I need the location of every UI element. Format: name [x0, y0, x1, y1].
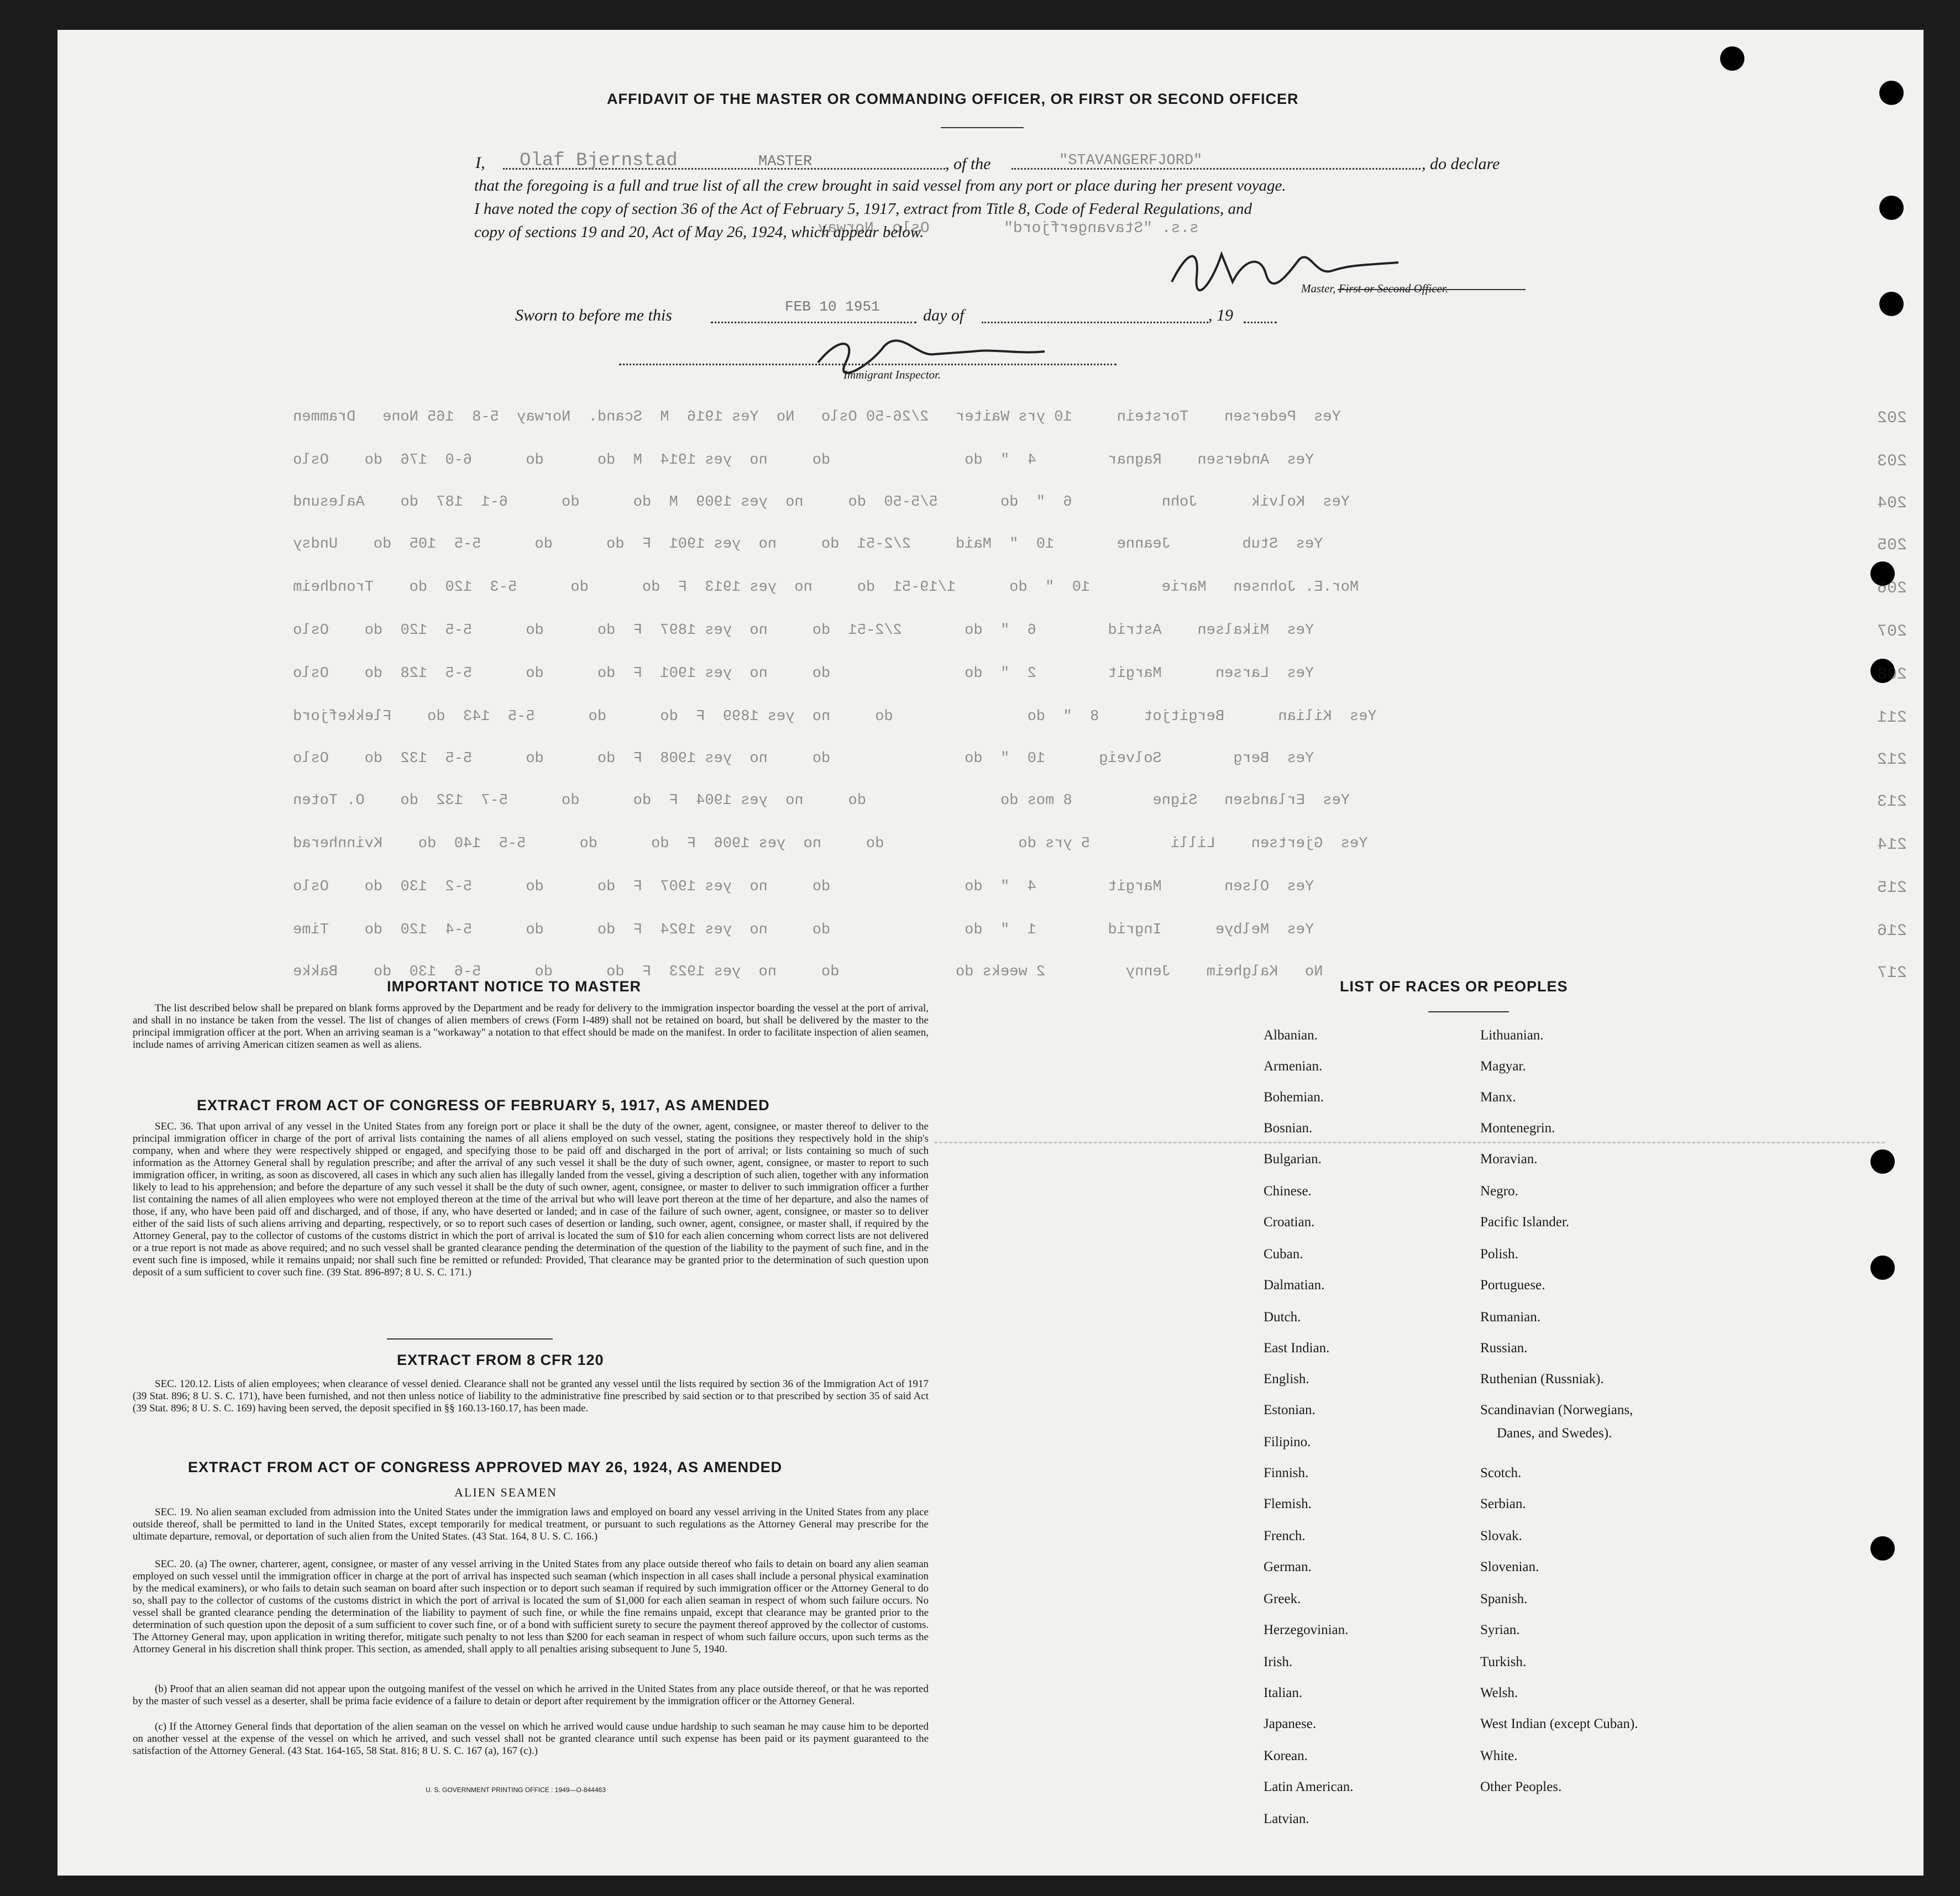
punch-hole: [1720, 46, 1744, 71]
extract3-sec19: SEC. 19. No alien seaman excluded from admission into the United States under the immigration laws and employed on board any vessel arriving in the United States from any place outside thereof, shall be permitted to land in the United States, except temporarily for medical treatment, or pursuant to such regulations as the Attorney General may prescribe for the ultimate departure, removal, or deportation of such alien from the United States. (43 Stat. 164, 8 U. S. C. 166.): [133, 1506, 929, 1542]
race-item: Russian.: [1480, 1341, 1528, 1356]
race-item: Ruthenian (Russniak).: [1480, 1372, 1604, 1386]
vessel-stamp-bleed: s.s. "Stavangerfjord" Oslo, Norway: [818, 220, 1199, 237]
race-item: Finnish.: [1264, 1466, 1309, 1480]
race-item: White.: [1480, 1748, 1518, 1763]
bleed-row: Yes Larsen Margit 2 " do do no yes 1901 F do do 5-5 128 do Oslo: [293, 665, 1314, 682]
race-item: Slovak.: [1480, 1529, 1522, 1543]
race-item: Negro.: [1480, 1184, 1518, 1199]
bleed-row-number: 203: [1877, 452, 1907, 471]
race-item: Polish.: [1480, 1247, 1518, 1262]
bleed-row: Yes Kolvik John 6 " do 5/5-50 do no yes 1909 M do do 6-1 187 do Aalesund: [293, 494, 1350, 511]
bleed-row: Yes Erlandsen Signe 8 mos do do no yes 1904 F do do 5-7 132 do O. Toten: [293, 792, 1350, 809]
bleed-row: Yes Pedersen Torstein 10 yrs Waiter 2/26-50 Oslo No Yes 1916 M Scand. Norway 5-8 165 None Drammen: [293, 409, 1341, 426]
race-item: Filipino.: [1264, 1435, 1311, 1449]
bleed-row-number: 206: [1877, 579, 1907, 598]
race-item: Syrian.: [1480, 1622, 1520, 1637]
bleed-row: Yes Berg Solveig 10 " do do no yes 1908 F do do 5-5 132 do Oslo: [293, 750, 1314, 767]
race-item: German.: [1264, 1559, 1312, 1574]
bleed-row-number: 214: [1877, 836, 1907, 854]
sworn-date-stamp: FEB 10 1951: [785, 298, 880, 315]
bleed-row-number: 217: [1877, 964, 1907, 983]
title-rule: [941, 127, 1024, 128]
races-title: LIST OF RACES OR PEOPLES: [1340, 978, 1568, 995]
day-of-text: day of: [923, 306, 965, 324]
extract3-sec20a: SEC. 20. (a) The owner, charterer, agent, consignee, or master of any vessel arriving in the United States from any place outside thereof who fails to detain on board any alien seaman employed on such vessel until the immigration officer in charge at the port of arrival has inspected such seaman (which inspection in all cases shall include a personal physical examination by the medical examiners), or who fails to detain such seaman on board after such inspection or to deport such seaman if required by such immigration officer or the Attorney General to do so, shall pay to the collector of customs of the customs district in which the port of arrival is located the sum of $1,000 for each alien seaman in respect of whom such failure occurs. No vessel shall be granted clearance pending the determination of the liability to payment of such fine, or while the fine remains unpaid, except that clearance may be granted prior to the determination of such question upon the deposit of a sum sufficient to cover such fine, or of a bond with sufficient surety to secure the payment thereof approved by the collector of customs. The Attorney General may, upon application in writing therefor, mitigate such penalty to not less than $200 for each seaman in respect of whom such failure occurs, upon such terms as the Attorney General in his discretion shall think proper. This section, as amended, shall apply to all penalties arising subsequent to June 5, 1940.: [133, 1558, 929, 1655]
races-rule: [1428, 1011, 1509, 1012]
bleed-row-number: 213: [1877, 792, 1907, 811]
declaration-line2: that the foregoing is a full and true list of all the crew brought in said vessel from any port or place during her present voyage.: [474, 177, 1286, 195]
page-title: AFFIDAVIT OF THE MASTER OR COMMANDING OFFICER, OR FIRST OR SECOND OFFICER: [607, 91, 1299, 107]
master-signature-label: Master, First or Second Officer.: [1301, 282, 1448, 295]
bleed-row: Yes Andersen Ragnar 4 " do do no yes 1914 M do do 6-0 176 do Oslo: [293, 452, 1314, 469]
extract3-subtitle: ALIEN SEAMEN: [454, 1485, 557, 1499]
race-item: Italian.: [1264, 1685, 1303, 1700]
notice-title: IMPORTANT NOTICE TO MASTER: [387, 978, 641, 995]
master-name-value: Olaf Bjernstad: [520, 150, 678, 171]
punch-hole: [1879, 81, 1904, 105]
rank-value: MASTER: [758, 154, 813, 170]
race-item: Irish.: [1264, 1655, 1293, 1669]
extract3-sec20b: (b) Proof that an alien seaman did not appear upon the outgoing manifest of the vessel on which he arrived in the United States from any place outside thereof, or that he was reported by the master of such vessel as a deserter, shall be prima facie evidence of a failure to detain or deport after requirement by the immigration officer or the Attorney General.: [133, 1683, 929, 1707]
declaration-prefix: I,: [475, 154, 485, 172]
race-item: Dutch.: [1264, 1310, 1301, 1325]
race-item: Other Peoples.: [1480, 1779, 1562, 1794]
race-item: Pacific Islander.: [1480, 1215, 1570, 1230]
bleed-row: Mor.E. Johnsen Marie 10 " do 1/19-51 do no yes 1913 F do do 5-3 120 do Trondheim: [293, 579, 1359, 596]
year-field-line: [1244, 322, 1277, 323]
bleed-row-number: 212: [1877, 750, 1907, 769]
punch-hole: [1870, 1536, 1895, 1561]
sworn-date-line: [711, 322, 916, 323]
bleed-row: Yes Gjertsen Lilli 5 yrs do do no yes 1906 F do do 5-5 140 do Kvinnherad: [293, 836, 1368, 852]
bleed-row-number: 216: [1877, 922, 1907, 941]
inspector-label: Immigrant Inspector.: [843, 368, 941, 381]
race-item: Latvian.: [1264, 1811, 1309, 1826]
punch-hole: [1879, 196, 1904, 220]
race-item: Armenian.: [1264, 1059, 1323, 1074]
race-item: English.: [1264, 1372, 1309, 1386]
extract1-body: SEC. 36. That upon arrival of any vessel in the United States from any foreign port or place it shall be the duty of the owner, agent, consignee, or master thereof to deliver to the principal immigration officer in charge of the port of arrival lists containing the names of all aliens employed on such vessel, stating the positions they respectively hold in the ship's company, when and where they were respectively shipped or engaged, and specifying those to be paid off and discharged in the port of arrival; or lists containing so much of such information as the Attorney General shall by regulation prescribe; and after the arrival of any such vessel it shall be the duty of such owner, agent, consignee, or master to report to such immigration officer, in writing, as soon as discovered, all cases in which any such alien has illegally landed from the vessel, giving a description of such alien, together with any information likely to lead to his apprehension; and before the departure of any such vessel it shall be the duty of such owner, agent, consignee, or master to deliver to such immigration officer a further list containing the names of all alien employees who were not employed thereon at the time of the arrival but who will leave port thereon at the time of her departure, and also the names of those, if any, who have been paid off and discharged, and of those, if any, who have deserted or landed; and in case of the failure of such owner, agent, consignee, or master so to deliver either of the said lists of such aliens arriving and departing, respectively, or so to report such cases of desertion or landing, such owner, agent, consignee, or master shall, if required by the Attorney General, pay to the collector of customs of the customs district in which the port of arrival is located the sum of $10 for each alien concerning whom correct lists are not delivered or a true report is not made as above required; and no such vessel shall be granted clearance pending the determination of the question of the liability to the payment of such fine, and in the event such fine is imposed, while it remains unpaid; nor shall such fine be remitted or refunded: Provided, That clearance may be granted prior to the determination of such question upon deposit of a sum sufficient to cover such fine. (39 Stat. 896-897; 8 U. S. C. 171.): [133, 1121, 929, 1278]
race-item: Scandinavian (Norwegians,: [1480, 1403, 1633, 1417]
race-item: Dalmatian.: [1264, 1278, 1325, 1293]
punch-hole: [1870, 1256, 1895, 1280]
of-the-text: , of the: [945, 155, 991, 173]
race-item: Slovenian.: [1480, 1559, 1539, 1574]
extract3-sec20c: (c) If the Attorney General finds that deportation of the alien seaman on the vessel on which he arrived would cause undue hardship to such seaman he may cause him to be deported on another vessel at the expense of the vessel on which he arrived, and such vessel shall not be granted clearance until such expense has been paid or its payment guaranteed to the satisfaction of the Attorney General. (43 Stat. 164-165, 58 Stat. 816; 8 U. S. C. 167 (a), 167 (c).): [133, 1721, 929, 1757]
race-item: Scotch.: [1480, 1466, 1522, 1480]
notice-body: The list described below shall be prepared on blank forms approved by the Department and be ready for delivery to the immigration inspector boarding the vessel at the port of arrival, and shall in no instance be taken from the vessel. The list of changes of alien members of crews (Form I-489) shall not be retained on board, but shall be delivered by the master to the principal immigration officer at the port. When an arriving seaman is a "workaway" a notation to that effect should be made on the manifest. In order to facilitate inspection of alien seamen, include names of arriving American citizen seamen as well as aliens.: [133, 1002, 929, 1051]
vessel-name-value: "STAVANGERFJORD": [1059, 153, 1203, 169]
race-item: Danes, and Swedes).: [1497, 1426, 1612, 1441]
bleed-strikeline: [934, 1142, 1885, 1143]
race-item: Bosnian.: [1264, 1121, 1313, 1136]
race-item: Flemish.: [1264, 1496, 1312, 1511]
month-field-line: [982, 322, 1208, 323]
declaration-line4: copy of sections 19 and 20, Act of May 26, 1924, which appear below.: [474, 223, 924, 241]
bleed-row-number: 202: [1877, 409, 1907, 428]
bleed-row-number: 204: [1877, 494, 1907, 513]
year-prefix: , 19: [1208, 306, 1233, 324]
race-item: Moravian.: [1480, 1152, 1538, 1167]
race-item: Latin American.: [1264, 1779, 1354, 1794]
sworn-text: Sworn to before me this: [515, 306, 672, 324]
bleed-row-number: 205: [1877, 536, 1907, 555]
race-item: Manx.: [1480, 1090, 1516, 1105]
race-item: Bulgarian.: [1264, 1152, 1322, 1167]
race-item: Spanish.: [1480, 1592, 1528, 1606]
extract-rule: [387, 1338, 553, 1340]
bleed-row: Yes Melbye Ingrid 1 " do do no yes 1924 F do do 5-4 120 do Time: [293, 922, 1314, 938]
bleed-row-number: 215: [1877, 879, 1907, 897]
extract1-title: EXTRACT FROM ACT OF CONGRESS OF FEBRUARY 5, 1917, AS AMENDED: [197, 1097, 770, 1114]
race-item: Greek.: [1264, 1592, 1301, 1606]
race-item: Serbian.: [1480, 1496, 1526, 1511]
bleed-row-number: 211: [1877, 708, 1907, 727]
declaration-line3: I have noted the copy of section 36 of the Act of February 5, 1917, extract from Title 8, Code of Federal Regulations, and: [474, 200, 1252, 218]
do-declare-text: , do declare: [1422, 155, 1500, 173]
punch-hole: [1879, 292, 1904, 316]
race-item: Japanese.: [1264, 1716, 1317, 1731]
race-item: French.: [1264, 1529, 1306, 1543]
bleed-row: No Kalgheim Jenny 2 weeks do do no yes 1923 F do do 5-6 130 do Bakke: [293, 964, 1323, 980]
race-item: Magyar.: [1480, 1059, 1526, 1074]
extract3-title: EXTRACT FROM ACT OF CONGRESS APPROVED MAY 26, 1924, AS AMENDED: [188, 1459, 783, 1475]
race-item: Turkish.: [1480, 1655, 1527, 1669]
race-item: Cuban.: [1264, 1247, 1303, 1262]
extract2-body: SEC. 120.12. Lists of alien employees; when clearance of vessel denied. Clearance shall not be granted any vessel until the lists required by section 36 of the Immigration Act of 1917 (39 Stat. 896; 8 U. S. C. 171), have been furnished, and not then unless notice of liability to the administrative fine prescribed by said section or to that prescribed by section 35 of said Act (39 Stat. 896; 8 U. S. C. 169) having been served, the deposit specified in §§ 160.13-160.17, has been made.: [133, 1378, 929, 1414]
strikethrough: [1338, 289, 1526, 290]
race-item: Albanian.: [1264, 1028, 1318, 1043]
punch-hole: [1870, 1149, 1895, 1174]
race-item: East Indian.: [1264, 1341, 1330, 1356]
race-item: Herzegovinian.: [1264, 1622, 1349, 1637]
bleed-row-number: 207: [1877, 622, 1907, 641]
inspector-line: [619, 364, 1117, 365]
race-item: Bohemian.: [1264, 1090, 1324, 1105]
bleed-row: Yes Stub Jeanne 10 " Maid 2/2-51 do no yes 1901 F do do 5-5 105 do Undsy: [293, 536, 1323, 553]
race-item: Lithuanian.: [1480, 1028, 1544, 1043]
race-item: Estonian.: [1264, 1403, 1316, 1417]
race-item: Chinese.: [1264, 1184, 1312, 1199]
bleed-row: Yes Kilian Bergitjot 8 " do do no yes 1899 F do do 5-5 143 do Flekkefjord: [293, 708, 1377, 725]
race-item: Portuguese.: [1480, 1278, 1545, 1293]
bleed-row: Yes Mikalsen Astrid 6 " do 2/2-51 do no yes 1897 F do do 5-5 120 do Oslo: [293, 622, 1314, 639]
race-item: Korean.: [1264, 1748, 1308, 1763]
declaration-line1: [475, 154, 485, 172]
race-item: Welsh.: [1480, 1685, 1518, 1700]
race-item: West Indian (except Cuban).: [1480, 1716, 1638, 1731]
extract2-title: EXTRACT FROM 8 CFR 120: [397, 1352, 604, 1368]
race-item: Croatian.: [1264, 1215, 1315, 1230]
printer-imprint: U. S. GOVERNMENT PRINTING OFFICE : 1949—O-844463: [426, 1786, 606, 1794]
bleed-row-number: 208: [1877, 665, 1907, 684]
race-item: Rumanian.: [1480, 1310, 1541, 1325]
bleed-row: Yes Olsen Margit 4 " do do no yes 1907 F do do 5-2 130 do Oslo: [293, 879, 1314, 895]
race-item: Montenegrin.: [1480, 1121, 1555, 1136]
